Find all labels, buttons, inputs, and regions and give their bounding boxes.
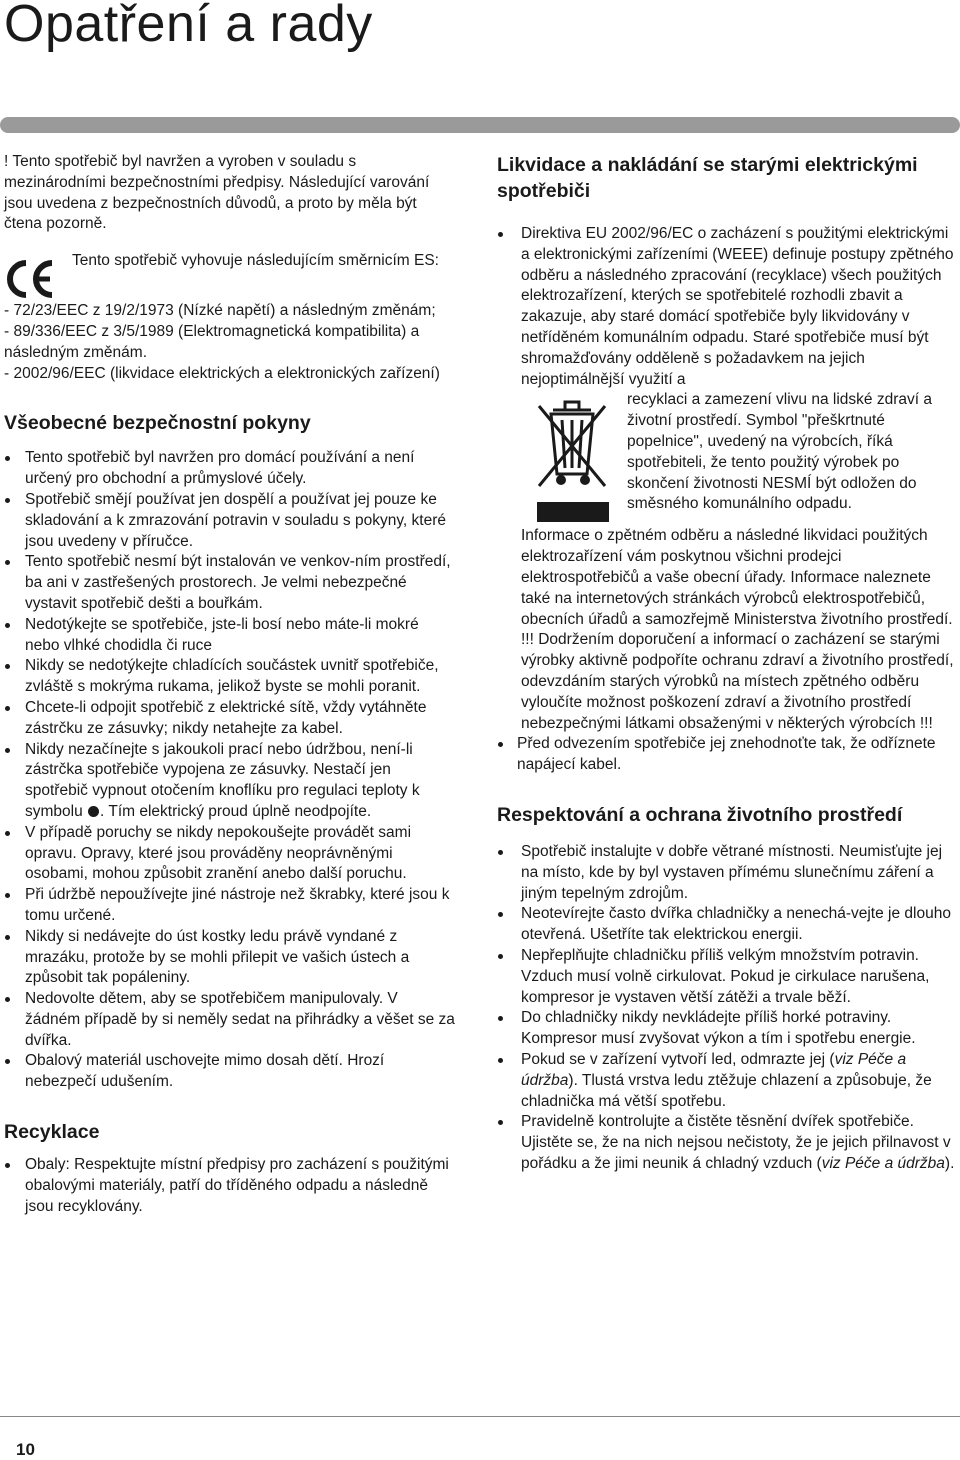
list-item: Obalový materiál uschovejte mimo dosah dětí. Hrozí nebezpečí udušením.: [4, 1051, 456, 1093]
bullet-icon: [5, 498, 10, 503]
disposal-heading: Likvidace a nakládání se starými elektrickými spotřebiči: [497, 154, 918, 202]
list-item: Při údržbě nepoužívejte jiné nástroje než škrabky, které jsou k tomu určené.: [4, 885, 456, 927]
care-reference: viz Péče a údržba: [521, 1050, 907, 1089]
disposal-notice: !!! Dodržením doporučení a informací o zacházení se starými výrobky aktivně podpoříte ochranu zdraví a životního prostředí, odevzdáním starých výrobků na místech zpětného odběru vyloučíte možnost poškození zdraví a životního prostředí nebezpečnými látkami obsaženými v některých výrobcích !!!: [521, 631, 954, 732]
header-rule: [0, 117, 960, 133]
list-item: Do chladničky nikdy nevkládejte příliš horké potraviny. Kompresor musí zvyšovat výkon a tím i spotřebu energie.: [497, 1008, 959, 1050]
bullet-icon: [498, 954, 503, 959]
list-item: Spotřebič instalujte v dobře větrané místnosti. Neumisťujte jej na místo, kde by byl vystaven přímému slunečnímu záření a jiným tepelným zdrojům.: [497, 842, 959, 904]
list-item: Nikdy si nedávejte do úst kostky ledu právě vyndané z mrazáku, protože by se mohli přilepit ve vašich ústech a způsobit tak popáleniny.: [4, 927, 456, 989]
off-symbol-icon: [88, 806, 99, 817]
bullet-icon: [498, 912, 503, 917]
disposal-list: [497, 224, 959, 776]
bullet-icon: [498, 1016, 503, 1021]
bullet-icon: [5, 560, 10, 565]
directive-2: - 89/336/EEC z 3/5/1989 (Elektromagnetická kompatibilita) a následným změnám.: [4, 322, 420, 361]
footer-rule: [0, 1416, 960, 1417]
environment-list: [497, 842, 959, 1175]
bullet-icon: [5, 456, 10, 461]
list-item: Tento spotřebič nesmí být instalován ve venkov-ním prostředí, ba ani v zastřešených prostorech. Je velmi nebezpečné vystavit spotřebič dešti a bouřkám.: [4, 552, 456, 614]
bullet-icon: [498, 1058, 503, 1063]
environment-heading: Respektování a ochrana životního prostředí: [497, 803, 903, 826]
list-item: Nikdy se nedotýkejte chladících součástek uvnitř spotřebiče, zvláště s mokrýma rukama, jelikož byste se mohli poranit.: [4, 656, 456, 698]
list-item: V případě poruchy se nikdy nepokoušejte provádět sami opravu. Opravy, které jsou prováděny neoprávněnými osobami, mohou způsobit zranění anebo další poruchu.: [4, 823, 456, 885]
bullet-icon: [5, 623, 10, 628]
list-item: Nedotýkejte se spotřebiče, jste-li bosí nebo máte-li mokré nebo vlhké chodidla či ruce: [4, 615, 456, 657]
bullet-icon: [5, 1163, 10, 1168]
list-item: Před odvezením spotřebiče jej znehodnoťte tak, že odříznete napájecí kabel.: [497, 734, 959, 776]
right-column: [497, 152, 959, 1175]
bullet-icon: [498, 1120, 503, 1125]
list-item: Spotřebič smějí používat jen dospělí a používat jej pouze ke skladování a k zmrazování potravin v souladu s pokyny, které jsou uvedeny v příručce.: [4, 490, 456, 552]
bullet-icon: [5, 893, 10, 898]
recycle-heading: Recyklace: [4, 1121, 100, 1144]
bullet-icon: [498, 850, 503, 855]
directive-3: - 2002/96/EEC (likvidace elektrických a elektronických zařízení): [4, 364, 440, 382]
bullet-icon: [498, 232, 503, 237]
recycle-list: [4, 1155, 456, 1217]
list-item: Pokud se v zařízení vytvoří led, odmrazte jej (viz Péče a údržba). Tlustá vrstva ledu ztěžuje chlazení a způsobuje, že chladnička má větší spotřebu.: [497, 1050, 959, 1112]
left-column: [4, 152, 456, 1217]
crossed-out-bin-icon: [531, 396, 613, 524]
page-number: 10: [16, 1440, 35, 1459]
bullet-icon: [5, 935, 10, 940]
ce-text: Tento spotřebič vyhovuje následujícím směrnicím ES:: [72, 252, 439, 270]
bullet-icon: [5, 997, 10, 1002]
list-item: Nepřeplňujte chladničku příliš velkým množstvím potravin. Vzduch musí volně cirkulovat. Pokud je cirkulace narušena, kompresor je vystaven větší zátěži a trvale běží.: [497, 946, 959, 1008]
list-item: Nikdy nezačínejte s jakoukoli prací nebo údržbou, není-li zástrčka spotřebiče vypojena ze zásuvky. Nestačí jen spotřebič vypnout otočením knoflíku pro regulaci teploty k symbolu . Tím elektrický proud úplně neodpojíte.: [4, 740, 456, 823]
intro-warning: ! Tento spotřebič byl navržen a vyroben v souladu s mezinárodními bezpečnostními předpisy. Následující varování jsou uvedena z bezpečnostních důvodů, a proto by měla být čtena pozorně.: [4, 153, 430, 233]
list-item: Neotevírejte často dvířka chladničky a nenechá-vejte je dlouho otevřená. Ušetříte tak elektrickou energii.: [497, 904, 959, 946]
ce-block: [4, 251, 456, 272]
page-title: Opatření a rady: [4, 0, 373, 53]
weee-block: recyklaci a zamezení vlivu na lidské zdraví a životní prostředí. Symbol "přeškrtnuté popelnice", uvedený na výrobcích, říká spotřebiteli, že tento použitý výrobek po skončení životnosti NESMÍ být odložen do směsného komunálního odpadu.: [521, 390, 959, 526]
care-reference: viz Péče a údržba: [821, 1154, 945, 1172]
list-item: Tento spotřebič byl navržen pro domácí používání a není určený pro obchodní a průmyslové účely.: [4, 448, 456, 490]
list-item: Pravidelně kontrolujte a čistěte těsnění dvířek spotřebiče. Ujistěte se, že na nich nejsou nečistoty, že je jejich přilnavost v pořádku a že jimi neunik á chladný vzduch (viz Péče a údržba).: [497, 1112, 959, 1174]
bullet-icon: [5, 664, 10, 669]
bullet-icon: [498, 742, 503, 747]
list-item: Obaly: Respektujte místní předpisy pro zacházení s použitými obalovými materiály, patří do tříděného odpadu a následně jsou recyklovány.: [4, 1155, 456, 1217]
list-item: Chcete-li odpojit spotřebič z elektrické sítě, vždy vytáhněte zástrčku ze zásuvky; nikdy netahejte za kabel.: [4, 698, 456, 740]
list-item: Direktiva EU 2002/96/EC o zacházení s použitými elektrickými a elektronickými zařízeními (WEEE) definuje postupy zpětného odběru a následného zpracování (recyklace) všech použitých elektrozařízení, kterých se spotřebitelé rozhodli zbavit a zakazuje, aby staré domácí spotřebiče byly likvidovány v netříděném komunálním odpadu. Staré spotřebiče musí být shromažďovány odděleně s požadavkem na jejich nejoptimálnější využití a recyklaci a zamezení vlivu na lidské zdraví a životní prostředí. Symbol "přeškrtnuté popelnice", uvedený na výrobcích, říká spotřebiteli, že tento použitý výrobek po skončení životnosti NESMÍ být odložen do směsného komunálního odpadu. Informace o zpětném odběru a následné likvidaci použitých elektrozařízení vám poskytnou všichni prodejci elektrospotřebičů a vaše obecní úřady. Informace naleznete také na internetových stránkách výrobců elektrospotřebičů, obecních úřadů a samozřejmě Ministerstva životního prostředí. !!! Dodržením doporučení a informací o zacházení se starými výrobky aktivně podpoříte ochranu zdraví a životního prostředí, odevzdáním starých výrobků na místech zpětného odběru vyloučíte možnost poškození zdraví a životního prostředí nebezpečnými látkami obsaženými v některých výrobcích !!!: [497, 224, 959, 734]
disposal-info: Informace o zpětném odběru a následné likvidaci použitých elektrozařízení vám poskytnou všichni prodejci elektrospotřebičů a vaše obecní úřady. Informace naleznete také na internetových stránkách výrobců elektrospotřebičů, obecních úřadů a samozřejmě Ministerstva životního prostředí.: [521, 527, 953, 628]
bullet-icon: [5, 706, 10, 711]
bullet-icon: [5, 831, 10, 836]
safety-list: [4, 448, 456, 1093]
directive-1: - 72/23/EEC z 19/2/1973 (Nízké napětí) a následným změnám;: [4, 302, 436, 320]
bullet-icon: [5, 1059, 10, 1064]
ce-mark-icon: [4, 259, 62, 299]
safety-heading: Všeobecné bezpečnostní pokyny: [4, 412, 311, 435]
list-item: Nedovolte dětem, aby se spotřebičem manipulovaly. V žádném případě by si neměly sedat na přihrádky a věšet se za dvířka.: [4, 989, 456, 1051]
bullet-icon: [5, 748, 10, 753]
